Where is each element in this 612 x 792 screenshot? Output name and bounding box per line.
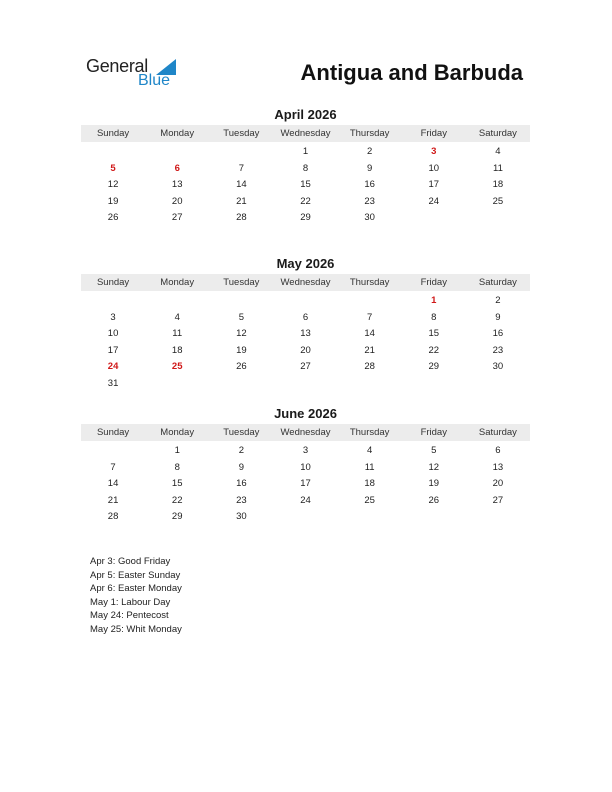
weekday-label: Sunday (96, 128, 130, 139)
day-cell: 15 (300, 179, 311, 191)
day-cell: 20 (171, 195, 183, 207)
day-cell: 17 (300, 478, 311, 490)
day-cell: 4 (495, 146, 501, 157)
weekday-label: Monday (160, 427, 195, 438)
day-cell: 7 (238, 162, 244, 174)
day-cell: 19 (236, 344, 247, 356)
day-cell: 17 (107, 344, 119, 356)
day-cell: 14 (364, 328, 375, 340)
weekday-label: Tuesday (223, 277, 260, 288)
weekday-label: Tuesday (223, 427, 260, 438)
weekday-label: Monday (160, 128, 195, 139)
day-cell: 2 (366, 146, 373, 157)
day-cell: 12 (236, 328, 247, 340)
holiday-day-cell: 25 (171, 361, 183, 373)
day-cell: 9 (495, 311, 501, 323)
day-cell: 30 (364, 212, 375, 224)
logo-general-text: General (86, 56, 148, 76)
day-cell: 19 (107, 195, 119, 207)
day-cell: 31 (107, 377, 119, 389)
empty-day-cell (81, 443, 145, 460)
day-cell: 20 (492, 478, 504, 490)
day-cell: 10 (428, 162, 440, 174)
holiday-entry: May 25: Whit Monday (90, 623, 182, 635)
day-cell: 15 (428, 328, 440, 340)
day-cell: 23 (236, 494, 247, 506)
holiday-day-cell: 5 (110, 162, 116, 174)
day-grid (81, 144, 530, 227)
empty-day-cell (145, 144, 209, 161)
weekday-label: Thursday (349, 277, 390, 288)
day-cell: 23 (364, 195, 375, 207)
day-cell: 18 (364, 478, 375, 490)
empty-day-cell (209, 293, 273, 310)
day-cell: 27 (492, 494, 504, 506)
day-cell: 11 (492, 162, 503, 174)
weekday-header (81, 125, 530, 142)
day-cell: 26 (428, 494, 440, 506)
day-cell: 14 (107, 478, 119, 490)
day-cell: 23 (492, 344, 504, 356)
day-cell: 2 (238, 445, 244, 456)
day-cell: 29 (300, 212, 311, 224)
day-cell: 28 (236, 212, 247, 224)
empty-day-cell (273, 293, 337, 310)
day-cell: 21 (364, 344, 375, 356)
day-cell: 26 (107, 212, 119, 224)
day-cell: 22 (171, 494, 183, 506)
weekday-label: Thursday (349, 427, 390, 438)
empty-day-cell (209, 144, 273, 161)
logo-blue-text: Blue (138, 72, 171, 89)
empty-day-cell (81, 293, 145, 310)
day-cell: 17 (428, 179, 440, 191)
day-cell: 29 (428, 361, 440, 373)
country-title: Antigua and Barbuda (300, 60, 523, 85)
empty-day-cell (145, 293, 209, 310)
day-cell: 30 (236, 511, 247, 523)
weekday-label: Wednesday (280, 128, 331, 139)
day-cell: 8 (431, 311, 437, 323)
weekday-label: Monday (160, 277, 195, 288)
day-cell: 3 (110, 311, 116, 323)
holiday-entry: Apr 5: Easter Sunday (90, 569, 181, 581)
day-cell: 27 (171, 212, 183, 224)
holiday-entry: Apr 6: Easter Monday (90, 583, 182, 595)
weekday-label: Sunday (96, 277, 130, 288)
day-cell: 25 (492, 195, 504, 207)
day-cell: 20 (300, 344, 311, 356)
holiday-list (90, 555, 182, 637)
day-cell: 30 (492, 361, 504, 373)
holiday-entry: May 24: Pentecost (90, 610, 169, 622)
weekday-label: Wednesday (280, 427, 331, 438)
holiday-day-cell: 6 (174, 162, 180, 174)
day-cell: 22 (428, 344, 440, 356)
month-title: June 2026 (274, 406, 337, 421)
day-cell: 21 (107, 494, 119, 506)
day-cell: 7 (366, 311, 373, 323)
day-cell: 1 (174, 445, 180, 456)
day-cell: 6 (302, 311, 309, 323)
day-cell: 1 (302, 146, 309, 157)
day-cell: 12 (428, 461, 440, 473)
day-cell: 9 (238, 461, 244, 473)
weekday-label: Friday (420, 128, 447, 139)
day-cell: 12 (107, 179, 119, 191)
month-may (81, 256, 530, 393)
day-cell: 18 (492, 179, 504, 191)
day-cell: 9 (366, 162, 373, 174)
day-cell: 28 (107, 511, 119, 523)
general-blue-logo (86, 56, 196, 96)
day-cell: 13 (171, 179, 183, 191)
day-cell: 4 (174, 311, 180, 323)
day-cell: 16 (492, 328, 504, 340)
day-cell: 7 (110, 461, 116, 473)
day-cell: 16 (236, 478, 247, 490)
day-cell: 10 (107, 328, 119, 340)
day-cell: 8 (302, 162, 309, 174)
weekday-label: Wednesday (280, 277, 331, 288)
day-cell: 6 (495, 445, 501, 456)
day-cell: 10 (300, 461, 311, 473)
holiday-day-cell: 1 (431, 295, 437, 306)
month-title: May 2026 (276, 256, 335, 271)
day-cell: 2 (495, 295, 501, 306)
weekday-label: Sunday (96, 427, 130, 438)
month-june (81, 406, 530, 526)
weekday-label: Saturday (478, 128, 517, 139)
day-cell: 16 (364, 179, 375, 191)
day-cell: 25 (364, 494, 375, 506)
day-cell: 24 (428, 195, 440, 207)
weekday-label: Saturday (478, 427, 517, 438)
day-cell: 29 (171, 511, 183, 523)
holiday-entry: Apr 3: Good Friday (90, 556, 171, 567)
empty-day-cell (338, 293, 402, 310)
day-cell: 11 (172, 328, 183, 340)
weekday-header (81, 424, 530, 441)
day-cell: 28 (364, 361, 375, 373)
day-cell: 22 (300, 195, 311, 207)
day-cell: 13 (492, 461, 504, 473)
weekday-header (81, 274, 530, 291)
day-cell: 26 (236, 361, 247, 373)
day-cell: 15 (171, 478, 183, 490)
day-grid (81, 443, 530, 526)
weekday-label: Friday (420, 277, 447, 288)
month-title: April 2026 (274, 107, 337, 122)
day-cell: 13 (300, 328, 311, 340)
month-april (81, 107, 530, 227)
weekday-label: Tuesday (223, 128, 260, 139)
day-cell: 19 (428, 478, 440, 490)
day-cell: 14 (236, 179, 247, 191)
day-cell: 4 (366, 445, 373, 456)
day-cell: 18 (171, 344, 183, 356)
day-cell: 5 (431, 445, 437, 456)
weekday-label: Thursday (349, 128, 390, 139)
weekday-label: Saturday (478, 277, 517, 288)
holiday-day-cell: 3 (431, 146, 437, 157)
holiday-day-cell: 24 (107, 361, 119, 373)
empty-day-cell (81, 144, 145, 161)
day-cell: 21 (236, 195, 247, 207)
holiday-entry: May 1: Labour Day (90, 596, 171, 608)
day-cell: 27 (300, 361, 311, 373)
day-grid (81, 293, 530, 393)
day-cell: 5 (238, 311, 244, 323)
day-cell: 8 (174, 461, 180, 473)
day-cell: 11 (364, 461, 375, 473)
day-cell: 3 (302, 445, 309, 456)
weekday-label: Friday (420, 427, 447, 438)
day-cell: 24 (300, 494, 311, 506)
